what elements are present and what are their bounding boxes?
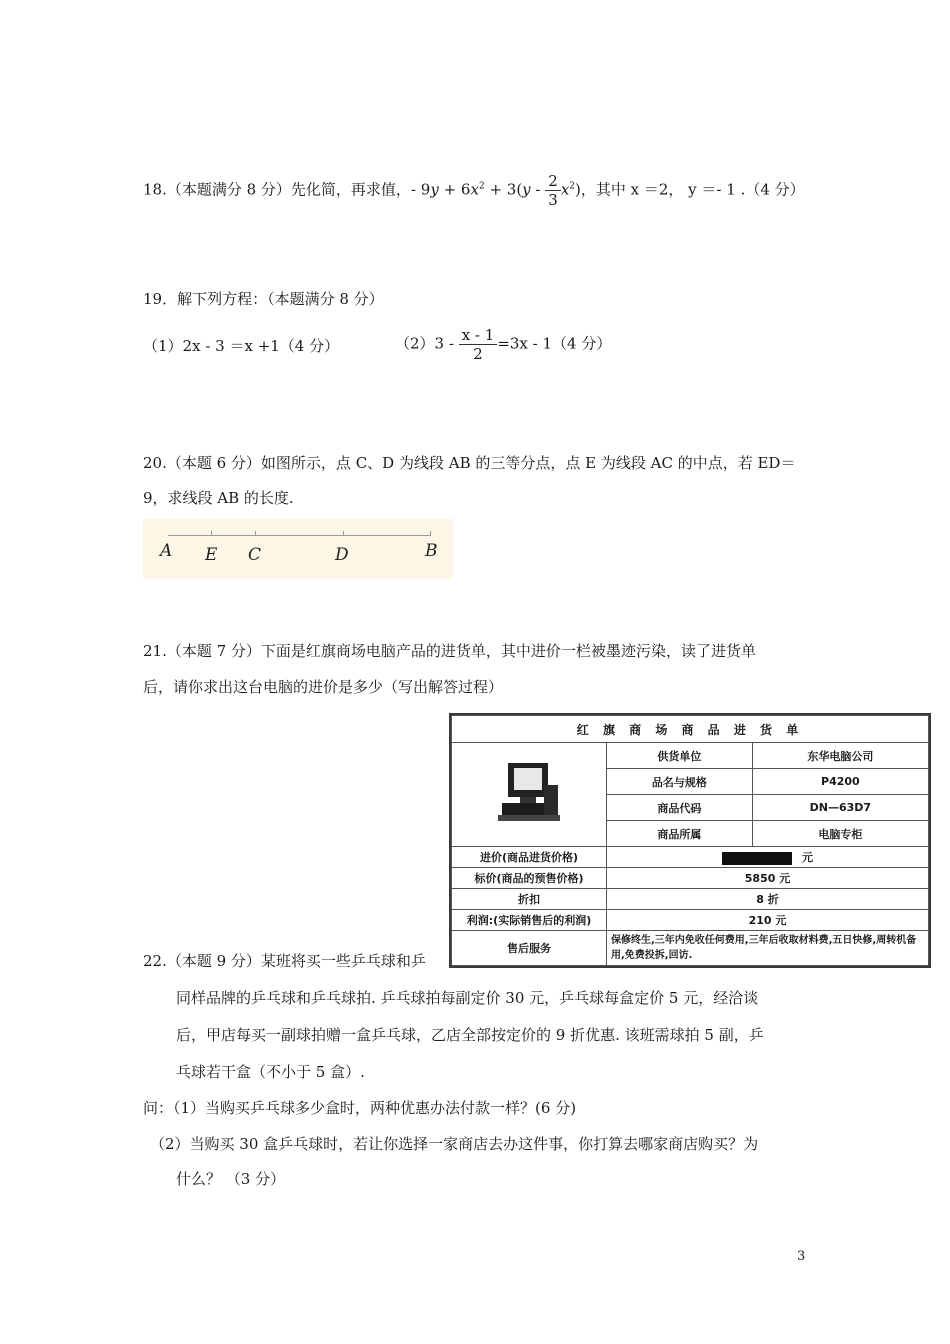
discount-value: 8 折 bbox=[607, 889, 929, 910]
price-value: 5850 元 bbox=[607, 868, 929, 889]
profit-label: 利润:(实际销售后的利润) bbox=[452, 910, 607, 931]
q19-fraction: $\frac{x - 1}{2}$ bbox=[459, 326, 498, 363]
point-e: E bbox=[205, 545, 218, 565]
q20-line2: 9，求线段 AB 的长度. bbox=[143, 489, 294, 507]
invoice-row-label: 供货单位 bbox=[607, 743, 753, 769]
service-label: 售后服务 bbox=[452, 931, 607, 966]
invoice-row-value: DN—63D7 bbox=[752, 795, 928, 821]
q22-line5: 问：（1）当购买乒乓球多少盒时，两种优惠办法付款一样？(6 分) bbox=[143, 1099, 577, 1117]
q22-line3: 后，甲店每买一副球拍赠一盒乒乓球，乙店全部按定价的 9 折优惠. 该班需球拍 5 副，乒 bbox=[176, 1026, 764, 1044]
segment-line bbox=[168, 535, 430, 536]
q21-line2: 后，请你求出这台电脑的进价是多少（写出解答过程） bbox=[143, 678, 504, 696]
discount-label: 折扣 bbox=[452, 889, 607, 910]
service-value: 保修终生,三年内免收任何费用,三年后收取材料费,五日快修,周转机备用,免费投拆,回访. bbox=[607, 931, 929, 966]
invoice-row-label: 品名与规格 bbox=[607, 769, 753, 795]
question-18: 18.（本题满分 8 分）先化简，再求值，- $9y + 6x^2 + 3(y$ - $\frac{2}{3}$ $x^2$)，其中 x ＝2， y ＝- 1 .（4 分） bbox=[143, 172, 805, 209]
cost-label: 进价(商品进货价格) bbox=[452, 847, 607, 868]
page-number: 3 bbox=[797, 1249, 806, 1264]
invoice-row-value: P4200 bbox=[752, 769, 928, 795]
tick-e bbox=[211, 531, 212, 536]
q18-head: 18.（本题满分 8 分）先化简，再求值， bbox=[143, 180, 411, 199]
invoice-row-value: 电脑专柜 bbox=[752, 821, 928, 847]
price-label: 标价(商品的预售价格) bbox=[452, 868, 607, 889]
q22-line4: 乓球若干盒（不小于 5 盒）. bbox=[176, 1063, 365, 1081]
invoice-row-label: 商品所属 bbox=[607, 821, 753, 847]
q18-tail: ，其中 x ＝2， y ＝- 1 .（4 分） bbox=[580, 180, 805, 199]
point-a: A bbox=[160, 541, 173, 561]
invoice-row-label: 商品代码 bbox=[607, 795, 753, 821]
invoice-row-value: 东华电脑公司 bbox=[752, 743, 928, 769]
point-c: C bbox=[248, 545, 262, 565]
q22-line6: （2）当购买 30 盒乒乓球时，若让你选择一家商店去办这件事，你打算去哪家商店购买？为 bbox=[150, 1135, 759, 1153]
computer-image-cell bbox=[452, 743, 607, 847]
q22-line1: 22.（本题 9 分）某班将买一些乒乓球和乒 bbox=[143, 952, 426, 970]
profit-value: 210 元 bbox=[607, 910, 929, 931]
point-d: D bbox=[335, 545, 349, 565]
computer-icon bbox=[494, 755, 564, 835]
q22-line7: 什么？ （3 分） bbox=[176, 1170, 286, 1188]
tick-b bbox=[430, 531, 431, 536]
invoice-title: 红 旗 商 场 商 品 进 货 单 bbox=[452, 716, 929, 743]
q19-part2: （2）3 - $\frac{x - 1}{2}$ =3x - 1（4 分） bbox=[395, 326, 612, 363]
segment-figure bbox=[143, 519, 453, 579]
q19-head: 19．解下列方程：（本题满分 8 分） bbox=[143, 290, 384, 308]
cost-value: 元 bbox=[607, 847, 929, 868]
tick-c bbox=[255, 531, 256, 536]
ink-stain bbox=[722, 852, 792, 865]
q19-part1: （1）2x - 3 ＝x +1（4 分） bbox=[143, 337, 340, 355]
point-b: B bbox=[425, 541, 438, 561]
q21-line1: 21.（本题 7 分）下面是红旗商场电脑产品的进货单，其中进价一栏被墨迹污染，读了进货单 bbox=[143, 642, 756, 660]
invoice-table bbox=[449, 713, 931, 968]
q18-fraction: $\frac{2}{3}$ bbox=[545, 172, 561, 209]
q22-line2: 同样品牌的乒乓球和乒乓球拍. 乒乓球拍每副定价 30 元，乒乓球每盒定价 5 元，经洽谈 bbox=[176, 989, 759, 1007]
q20-line1: 20.（本题 6 分）如图所示，点 C、D 为线段 AB 的三等分点，点 E 为线段 AC 的中点，若 ED＝ bbox=[143, 454, 796, 472]
tick-d bbox=[343, 531, 344, 536]
